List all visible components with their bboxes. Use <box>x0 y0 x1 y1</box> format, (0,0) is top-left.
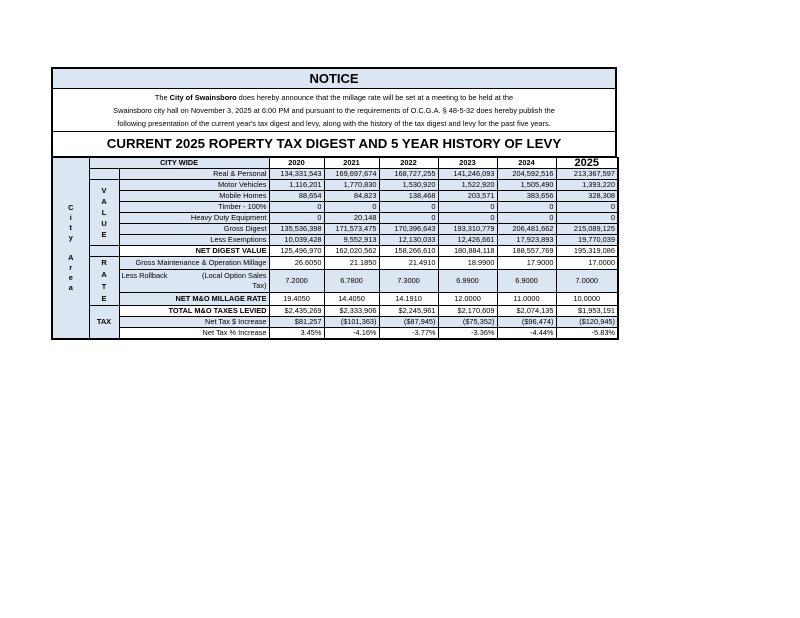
cell: 19.4050 <box>269 293 324 306</box>
table-row-net-mo-millage <box>52 293 618 306</box>
row-label: NET DIGEST VALUE <box>119 246 269 257</box>
cell: 12,130,033 <box>379 235 438 246</box>
side-letter: C <box>68 203 74 212</box>
table-row-net-tax-percent <box>52 328 618 340</box>
table-row-gross-digest <box>52 224 618 235</box>
rate-letter: R <box>101 258 107 267</box>
tax-label: TAX <box>96 317 112 326</box>
cell: -3.77% <box>379 328 438 340</box>
row-label: Timber - 100% <box>119 202 269 213</box>
row-label: Net Tax % Increase <box>119 328 269 340</box>
table-row-gross-mo-millage <box>52 257 618 270</box>
rate-letter: T <box>101 282 107 291</box>
cell: 3.45% <box>269 328 324 340</box>
notice-line-3: following presentation of the current year's tax digest and levy, along with the history of the tax digest and levy for the past five years. <box>117 119 551 128</box>
cell: 0 <box>497 213 556 224</box>
notice-line-1 <box>57 91 611 104</box>
row-label: Real & Personal <box>119 169 269 180</box>
cell: 162,020,562 <box>324 246 379 257</box>
row-label: NET M&O MILLAGE RATE <box>119 293 269 306</box>
table-row-real-personal <box>52 169 618 180</box>
cell: 7.3000 <box>379 269 438 293</box>
notice-line-1-suffix: does hereby announce that the millage rate will be set at a meeting to be held at the <box>236 93 514 102</box>
table-header-row <box>52 158 618 169</box>
notice-line-2: Swainsboro city hall on November 3, 2025 at 6:00 PM and pursuant to the requirements of O.C.G.A. § 48-5-32 does hereby publish the <box>113 106 555 115</box>
cell: -3.36% <box>438 328 497 340</box>
value-letter: L <box>101 208 107 217</box>
cell: 1,522,920 <box>438 180 497 191</box>
value-letter: A <box>101 197 107 206</box>
cell: 158,266,610 <box>379 246 438 257</box>
cell: 6.9000 <box>497 269 556 293</box>
cell: 17.0000 <box>556 257 618 270</box>
row-label: Gross Digest <box>119 224 269 235</box>
year-header: 2020 <box>269 158 324 169</box>
notice-line-1-prefix: The <box>154 93 170 102</box>
row-label: Less Exemptions <box>119 235 269 246</box>
cell: 1,530,920 <box>379 180 438 191</box>
cell: $2,170,609 <box>438 306 497 317</box>
cell: $2,435,269 <box>269 306 324 317</box>
cell: $2,074,135 <box>497 306 556 317</box>
cell: 170,396,643 <box>379 224 438 235</box>
table-row-less-rollback <box>52 269 618 293</box>
rate-letter: E <box>101 294 107 303</box>
value-letter: V <box>101 186 107 195</box>
notice-body <box>51 89 617 132</box>
cell: ($96,474) <box>497 317 556 328</box>
cell: 0 <box>379 202 438 213</box>
cell: 10,039,428 <box>269 235 324 246</box>
row-label: Motor Vehicles <box>119 180 269 191</box>
cell: 206,481,662 <box>497 224 556 235</box>
cell: 135,536,398 <box>269 224 324 235</box>
year-header: 2025 <box>556 158 618 169</box>
city-area-label <box>52 158 89 340</box>
cell: 1,393,220 <box>556 180 618 191</box>
cell: $2,245,961 <box>379 306 438 317</box>
table-row-heavy-duty <box>52 213 618 224</box>
side-letter: i <box>69 213 72 222</box>
table-row-timber <box>52 202 618 213</box>
cell: 383,656 <box>497 191 556 202</box>
cell: 0 <box>324 202 379 213</box>
cell: 88,654 <box>269 191 324 202</box>
cell: $81,257 <box>269 317 324 328</box>
value-letter: U <box>101 219 107 228</box>
cell: ($101,363) <box>324 317 379 328</box>
cell: 6.7800 <box>324 269 379 293</box>
cell: 21.1850 <box>324 257 379 270</box>
table-row-net-digest <box>52 246 618 257</box>
cell: 84,823 <box>324 191 379 202</box>
cell: 26.6050 <box>269 257 324 270</box>
cell: 0 <box>556 213 618 224</box>
cell: 10.0000 <box>556 293 618 306</box>
rollback-label-right: (Local Option Sales Tax) <box>202 270 267 290</box>
cell: 168,727,255 <box>379 169 438 180</box>
cell: 1,770,830 <box>324 180 379 191</box>
side-letter: y <box>68 233 73 242</box>
cell: 12.0000 <box>438 293 497 306</box>
cell: 1,116,201 <box>269 180 324 191</box>
cell: 0 <box>269 213 324 224</box>
table-row-mobile-homes <box>52 191 618 202</box>
row-label: Gross Maintenance & Operation Millage <box>119 257 269 270</box>
side-letter-gap <box>55 243 87 253</box>
cell: 134,331,543 <box>269 169 324 180</box>
row-label: Mobile Homes <box>119 191 269 202</box>
cell: 171,573,475 <box>324 224 379 235</box>
cell: -5.83% <box>556 328 618 340</box>
cell: 14.4050 <box>324 293 379 306</box>
rollback-label-left: Less Rollback <box>121 270 168 280</box>
row-label: TOTAL M&O TAXES LEVIED <box>119 306 269 317</box>
cell: 328,308 <box>556 191 618 202</box>
cell: 193,310,779 <box>438 224 497 235</box>
value-letter: E <box>101 230 107 239</box>
cell: 18.9900 <box>438 257 497 270</box>
tax-notice-sheet <box>51 67 617 340</box>
cell: $1,953,191 <box>556 306 618 317</box>
row-label: Net Tax $ Increase <box>119 317 269 328</box>
cell: 7.0000 <box>556 269 618 293</box>
cell: 0 <box>497 202 556 213</box>
cell: ($75,352) <box>438 317 497 328</box>
city-wide-header: CITY WIDE <box>89 158 269 169</box>
value-spacer <box>89 246 119 257</box>
notice-title: NOTICE <box>51 67 617 89</box>
cell: 188,557,769 <box>497 246 556 257</box>
cell: $2,333,906 <box>324 306 379 317</box>
cell: 125,496,970 <box>269 246 324 257</box>
cell: ($120,945) <box>556 317 618 328</box>
cell: 0 <box>269 202 324 213</box>
cell: 9,552,913 <box>324 235 379 246</box>
rollback-label-cell <box>119 269 269 293</box>
tax-section-label <box>89 306 119 340</box>
cell: -4.44% <box>497 328 556 340</box>
cell: 0 <box>379 213 438 224</box>
report-title: CURRENT 2025 ROPERTY TAX DIGEST AND 5 YEAR HISTORY OF LEVY <box>51 132 617 157</box>
side-letter: e <box>68 273 73 282</box>
cell: ($87,945) <box>379 317 438 328</box>
cell: 180,884,118 <box>438 246 497 257</box>
side-letter: a <box>68 283 73 292</box>
cell: 215,089,125 <box>556 224 618 235</box>
side-letter: r <box>69 263 73 272</box>
side-letter: A <box>68 253 74 262</box>
cell: 213,367,597 <box>556 169 618 180</box>
cell: 14.1910 <box>379 293 438 306</box>
table-row-less-exemptions <box>52 235 618 246</box>
cell: 6.9900 <box>438 269 497 293</box>
cell: 1,505,490 <box>497 180 556 191</box>
cell: 0 <box>556 202 618 213</box>
cell: 138,468 <box>379 191 438 202</box>
side-letter: t <box>69 223 72 232</box>
cell: 0 <box>438 213 497 224</box>
rate-section-label <box>89 257 119 306</box>
cell: 17,923,893 <box>497 235 556 246</box>
table-row-total-mo-taxes <box>52 306 618 317</box>
levy-history-table <box>51 157 619 340</box>
cell: 20,148 <box>324 213 379 224</box>
cell: 195,319,086 <box>556 246 618 257</box>
row-label: Heavy Duty Equipment <box>119 213 269 224</box>
table-row-net-tax-dollar <box>52 317 618 328</box>
cell: 12,426,661 <box>438 235 497 246</box>
cell: 203,571 <box>438 191 497 202</box>
cell: 11.0000 <box>497 293 556 306</box>
year-header: 2022 <box>379 158 438 169</box>
table-row-motor-vehicles <box>52 180 618 191</box>
rate-letter: A <box>101 270 107 279</box>
cell: -4.16% <box>324 328 379 340</box>
year-header: 2021 <box>324 158 379 169</box>
cell: 0 <box>438 202 497 213</box>
cell: 17.9000 <box>497 257 556 270</box>
cell: 204,592,516 <box>497 169 556 180</box>
cell: 169,697,674 <box>324 169 379 180</box>
cell: 19,770,039 <box>556 235 618 246</box>
cell: 7.2000 <box>269 269 324 293</box>
value-spacer <box>89 169 119 180</box>
cell: 141,246,093 <box>438 169 497 180</box>
year-header: 2024 <box>497 158 556 169</box>
value-section-label <box>89 180 119 246</box>
cell: 21.4910 <box>379 257 438 270</box>
year-header: 2023 <box>438 158 497 169</box>
rollback-label <box>122 271 267 291</box>
city-name: City of Swainsboro <box>169 93 237 102</box>
